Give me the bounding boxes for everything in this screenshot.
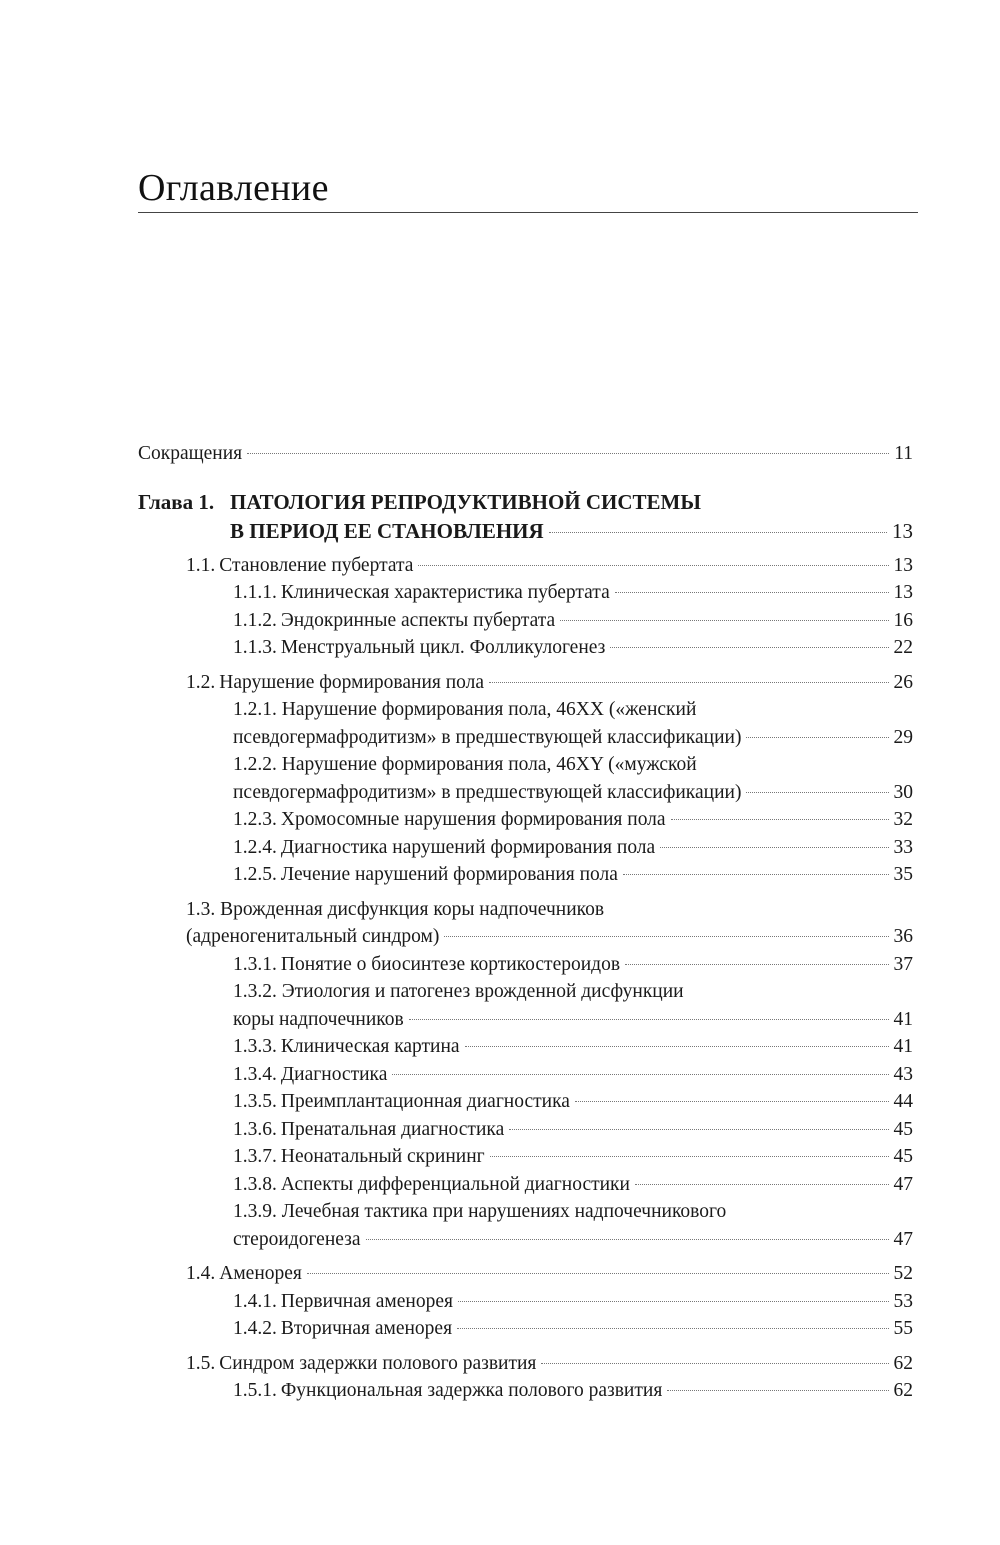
toc-page-number: 43 — [893, 1063, 913, 1085]
toc-entry-number: 1.3.5. — [233, 1091, 277, 1112]
toc-entry-1-2-4[interactable] — [138, 834, 913, 862]
toc-entry-number: 1.4.2. — [233, 1318, 277, 1339]
dot-leader — [489, 682, 888, 683]
dot-leader — [560, 620, 888, 621]
toc-entry-1-2-1[interactable] — [138, 696, 913, 751]
dot-leader — [623, 874, 889, 875]
dot-leader — [307, 1273, 889, 1274]
dot-leader — [615, 592, 889, 593]
toc-entry-label: Хромосомные нарушения формирования пола — [280, 809, 666, 830]
toc-entry-1-3[interactable] — [138, 896, 913, 951]
toc-entry-label-line1: Нарушение формирования пола, 46XY («мужской — [281, 754, 697, 775]
toc-entry-label-line2: коры надпочечников — [233, 1008, 404, 1030]
toc-entry-label: Диагностика нарушений формирования пола — [280, 836, 656, 858]
toc-entry-number: 1.3. — [186, 898, 216, 920]
dot-leader — [610, 647, 888, 648]
toc-page-number: 32 — [893, 809, 913, 830]
toc-entry-number: 1.4.1. — [233, 1290, 277, 1312]
toc-page-number: 52 — [893, 1263, 913, 1284]
dot-leader — [660, 847, 888, 848]
toc-entry-label: Неонатальный скрининг — [280, 1146, 485, 1167]
chapter-prefix: Глава 1. — [138, 489, 215, 514]
toc-page-number: 62 — [893, 1352, 913, 1374]
toc-page-number: 55 — [893, 1318, 913, 1339]
dot-leader — [392, 1074, 888, 1075]
toc-entry-label-line2: (адреногенитальный синдром) — [186, 926, 440, 947]
toc-entry-number: 1.1.3. — [233, 637, 277, 658]
page-title: Оглавление — [138, 167, 329, 209]
toc-entry-1-2[interactable] — [138, 669, 913, 697]
toc-page-number: 45 — [893, 1146, 913, 1167]
dot-leader — [509, 1129, 888, 1130]
toc-entry-number: 1.5. — [186, 1352, 216, 1374]
toc-entry-1-1-1[interactable] — [138, 579, 913, 607]
dot-leader — [671, 819, 889, 820]
toc-entry-1-3-8[interactable] — [138, 1171, 913, 1199]
toc-entry-number: 1.3.6. — [233, 1118, 277, 1140]
toc-entry-number: 1.3.7. — [233, 1146, 277, 1167]
toc-chapter-1[interactable] — [138, 488, 913, 546]
dot-leader — [635, 1184, 889, 1185]
toc-entry-number: 1.3.1. — [233, 953, 277, 975]
toc-entry-number: 1.3.3. — [233, 1036, 277, 1057]
toc-entry-number: 1.3.9. — [233, 1201, 277, 1222]
toc-entry-1-3-6[interactable] — [138, 1116, 913, 1144]
toc-entry-1-4[interactable] — [138, 1260, 913, 1288]
toc-page-number: 44 — [893, 1091, 913, 1112]
toc-entry-1-4-2[interactable] — [138, 1315, 913, 1343]
toc-page-number: 29 — [893, 726, 913, 748]
toc-entry-number: 1.2.5. — [233, 864, 277, 885]
toc-page-number: 30 — [893, 781, 913, 803]
toc-page-number: 22 — [893, 637, 913, 658]
dot-leader — [444, 936, 888, 937]
toc-entry-number: 1.3.2. — [233, 981, 277, 1002]
toc-entry-number: 1.3.4. — [233, 1063, 277, 1085]
toc-entry-label: Понятие о биосинтезе кортикостероидов — [280, 953, 621, 975]
dot-leader — [366, 1239, 889, 1240]
toc-entry-1-3-9[interactable] — [138, 1198, 913, 1253]
toc-page-number: 13 — [892, 518, 913, 543]
toc-entry-1-3-4[interactable] — [138, 1061, 913, 1089]
toc-page-number: 47 — [893, 1228, 913, 1250]
toc-entry-number: 1.2. — [186, 671, 216, 693]
toc-entry-number: 1.2.3. — [233, 809, 277, 830]
toc-entry-label: Пренатальная диагностика — [280, 1118, 505, 1140]
toc-page-number: 41 — [893, 1036, 913, 1057]
toc-entry-1-1[interactable] — [138, 552, 913, 580]
toc-entry-number: 1.2.1. — [233, 699, 277, 720]
toc-entry-label: Синдром задержки полового развития — [219, 1352, 537, 1374]
toc-entry-label-line1: Врожденная дисфункция коры надпочечников — [220, 898, 605, 920]
toc-page-number: 16 — [893, 609, 913, 631]
toc-entry-1-2-2[interactable] — [138, 751, 913, 806]
toc-entry-label: Менструальный цикл. Фолликулогенез — [280, 637, 606, 658]
toc-entry-1-1-2[interactable] — [138, 607, 913, 635]
toc-entry-label: Лечение нарушений формирования пола — [280, 864, 618, 885]
toc-entry-label: Клиническая картина — [280, 1036, 460, 1057]
table-of-contents — [138, 440, 913, 1405]
dot-leader — [746, 737, 888, 738]
toc-entry-number: 1.1.2. — [233, 609, 277, 631]
toc-page-number: 47 — [893, 1173, 913, 1195]
dot-leader — [457, 1328, 888, 1329]
toc-page-number: 53 — [893, 1290, 913, 1312]
title-divider — [138, 212, 918, 213]
chapter-title-line2: В ПЕРИОД ЕЕ СТАНОВЛЕНИЯ — [230, 518, 544, 543]
toc-entry-number: 1.5.1. — [233, 1380, 277, 1401]
dot-leader — [458, 1301, 889, 1302]
toc-entry-1-3-5[interactable] — [138, 1088, 913, 1116]
toc-entry-label: Нарушение формирования пола — [219, 671, 485, 693]
toc-page-number: 37 — [893, 953, 913, 975]
toc-entry-number: 1.3.8. — [233, 1173, 277, 1195]
toc-entry-abbreviations[interactable] — [138, 440, 913, 468]
toc-page-number: 33 — [893, 836, 913, 858]
dot-leader — [746, 792, 888, 793]
toc-entry-label: Аспекты дифференциальной диагностики — [280, 1173, 630, 1195]
toc-entry-1-5[interactable] — [138, 1350, 913, 1378]
toc-entry-label: Эндокринные аспекты пубертата — [280, 609, 556, 631]
toc-entry-label-line1: Лечебная тактика при нарушениях надпочечникового — [281, 1201, 727, 1222]
toc-page-number: 62 — [893, 1380, 913, 1401]
dot-leader — [247, 453, 889, 454]
toc-entry-label-line2: псевдогермафродитизм» в предшествующей классификации) — [233, 726, 742, 748]
toc-page-number: 36 — [893, 926, 913, 947]
toc-page-number: 41 — [893, 1008, 913, 1030]
toc-entry-1-3-2[interactable] — [138, 978, 913, 1033]
chapter-title-line1: ПАТОЛОГИЯ РЕПРОДУКТИВНОЙ СИСТЕМЫ — [230, 489, 701, 514]
toc-entry-number: 1.4. — [186, 1263, 216, 1284]
dot-leader — [667, 1390, 888, 1391]
toc-entry-1-5-1[interactable] — [138, 1377, 913, 1405]
toc-entry-label-line2: стероидогенеза — [233, 1228, 361, 1250]
dot-leader — [625, 964, 888, 965]
toc-entry-number: 1.1. — [186, 554, 216, 576]
dot-leader — [541, 1363, 888, 1364]
toc-page-number: 11 — [894, 443, 913, 464]
dot-leader — [549, 532, 887, 533]
toc-entry-label: Сокращения — [138, 443, 243, 464]
toc-page-number: 45 — [893, 1118, 913, 1140]
toc-entry-label-line1: Этиология и патогенез врожденной дисфункции — [281, 981, 684, 1002]
toc-entry-1-3-3[interactable] — [138, 1033, 913, 1061]
toc-entry-1-3-7[interactable] — [138, 1143, 913, 1171]
dot-leader — [409, 1019, 889, 1020]
dot-leader — [490, 1156, 889, 1157]
toc-entry-number: 1.1.1. — [233, 582, 277, 603]
toc-entry-label: Преимплантационная диагностика — [280, 1091, 570, 1112]
toc-entry-label: Вторичная аменорея — [280, 1318, 453, 1339]
toc-entry-label: Функциональная задержка полового развития — [280, 1380, 663, 1401]
toc-entry-label: Аменорея — [219, 1263, 302, 1284]
toc-entry-1-2-3[interactable] — [138, 806, 913, 834]
dot-leader — [465, 1046, 889, 1047]
toc-page-number: 35 — [893, 864, 913, 885]
toc-entry-1-3-1[interactable] — [138, 951, 913, 979]
toc-entry-1-4-1[interactable] — [138, 1288, 913, 1316]
toc-page-number: 13 — [893, 554, 913, 576]
toc-entry-label: Клиническая характеристика пубертата — [280, 582, 610, 603]
dot-leader — [575, 1101, 889, 1102]
toc-entry-1-2-5[interactable] — [138, 861, 913, 889]
toc-entry-label-line1: Нарушение формирования пола, 46XX («женский — [281, 699, 697, 720]
dot-leader — [418, 565, 888, 566]
toc-entry-label: Диагностика — [280, 1063, 388, 1085]
toc-entry-number: 1.2.2. — [233, 754, 277, 775]
toc-page-number: 26 — [893, 671, 913, 693]
toc-entry-1-1-3[interactable] — [138, 634, 913, 662]
toc-entry-label: Становление пубертата — [219, 554, 414, 576]
toc-page-number: 13 — [893, 582, 913, 603]
toc-entry-label: Первичная аменорея — [280, 1290, 453, 1312]
toc-entry-label-line2: псевдогермафродитизм» в предшествующей классификации) — [233, 781, 742, 803]
toc-entry-number: 1.2.4. — [233, 836, 277, 858]
